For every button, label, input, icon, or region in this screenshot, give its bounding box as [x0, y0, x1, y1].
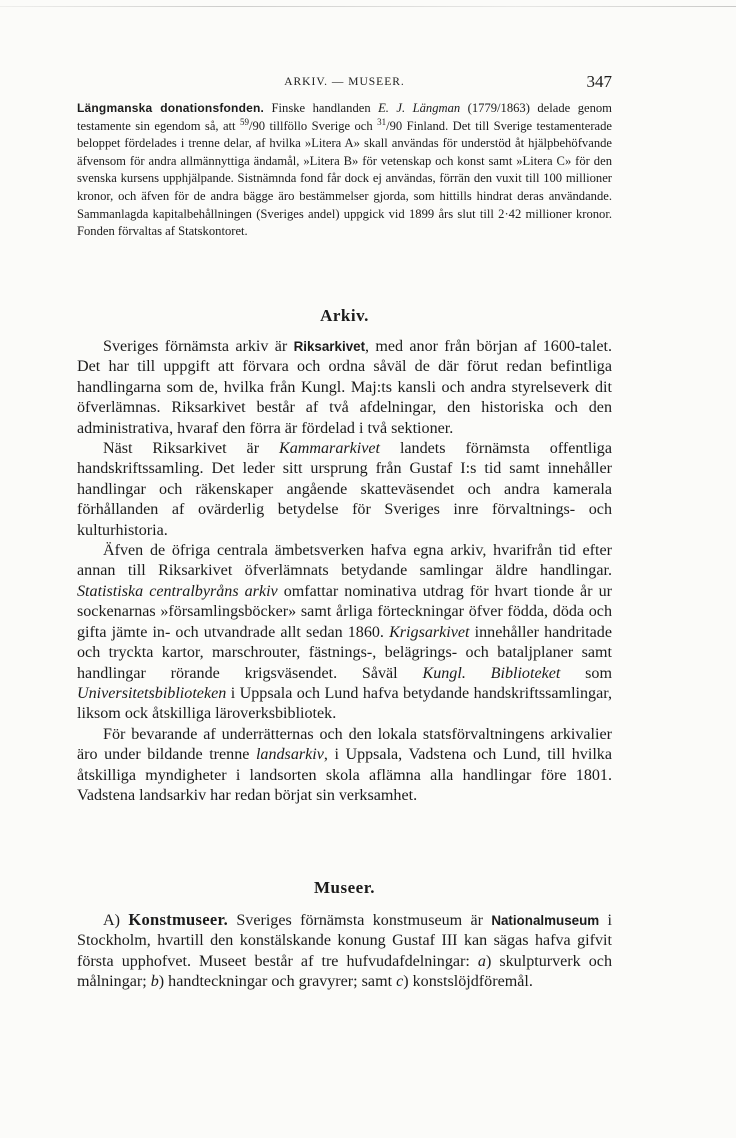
- text-run: , med anor från början af 1600-talet. Det har till uppgift att förvara och ordna såväl de där förut redan befintliga handlingarna som de, hvilka från Kungl. Maj:ts kansli och andra styrelseverk dit öfverlämnas. Riksarkivet består af två afdelningar, den historiska och den administrativa, hvaraf den förra är fördelad i två sektioner.: [77, 338, 612, 437]
- fraction-numerator: 59: [239, 116, 249, 127]
- text-run: omfattar nominativa utdrag för hvart tionde år ur sockenarnas »församlingsböcker» samt årliga förteckningar öfver födda, döda och gifta jämte in- och utvandrade allt sedan 1860.: [77, 582, 612, 641]
- arkiv-paragraph-3: [77, 541, 612, 725]
- text-run: ) handteckningar och gravyrer; samt: [158, 973, 397, 991]
- arkiv-section: [77, 337, 612, 806]
- konstmuseer-term: Konstmuseer.: [128, 910, 229, 929]
- text-run: ) skulpturverk och målningar;: [77, 952, 612, 991]
- text-run: (1779/1863) delade genom testamente sin egendom så, att: [77, 101, 612, 133]
- text-run: Sveriges förnämsta konstmuseum är: [228, 912, 492, 929]
- nationalmuseum-term: Nationalmuseum: [491, 913, 600, 928]
- krigsarkivet-term: Krigsarkivet: [389, 623, 470, 641]
- riksarkivet-term: Riksarkivet: [293, 339, 366, 354]
- fraction-denominator: /90: [248, 118, 266, 133]
- text-run: Äfven de öfriga centrala ämbetsverken hafva egna arkiv, hvarifrån tid efter annan till Riksarkivet öfverlämnats betydande samlingar äldre handlingar.: [77, 542, 612, 580]
- arkiv-paragraph-4: [77, 725, 612, 807]
- text-run: För bevarande af underrätternas och den lokala statsförvaltningens arkivalier äro under bildande trenne: [77, 725, 612, 764]
- statistiska-term: Statistiska centralbyråns arkiv: [77, 582, 278, 600]
- museer-paragraph-1: [77, 910, 612, 993]
- text-run: Näst Riksarkivet är: [103, 440, 279, 458]
- scan-edge-rule: [0, 6, 736, 7]
- kungl-biblioteket-term: Kungl. Biblioteket: [422, 664, 561, 682]
- text-run: Sveriges förnämsta arkiv är: [103, 338, 294, 355]
- text-run: i Uppsala och Lund hafva betydande handskriftssamlingar, liksom ock åtskilliga läroverksbibliotek.: [77, 684, 612, 723]
- text-run: Finske handlanden: [264, 101, 379, 115]
- page-number: 347: [586, 72, 612, 91]
- arkiv-heading: Arkiv.: [320, 306, 369, 325]
- arkiv-paragraph-1: [77, 337, 612, 439]
- museer-section: [77, 910, 612, 993]
- text-run: A): [103, 912, 129, 929]
- text-run: Finland. Det till Sverige testamenterade beloppet fördelades i trenne delar, af hvilka »Litera A» skall användas för understöd åt hjälpbehöfvande äfvensom för andra allmännyttiga ändamål, »Litera B» för vetenskap och konst samt »Litera C» för den svenska kursens upphjälpande. Sistnämnda fond får dock ej användas, förrän den vuxit till 100 millioner kronor, och äfven för de andra bägge äro bestämmelser gjorda, som hittills hindrat deras användande. Sammanlagda kapitalbehållningen (Sveriges andel) uppgick vid 1899 års slut till 2·42 millioner kronor. Fonden förvaltas af Statskontoret.: [77, 118, 612, 239]
- list-marker-a: a: [477, 952, 486, 970]
- text-run: landets förnämsta offentliga handskriftssamling. Det leder sitt ursprung från Gustaf I:s tid samt innehåller handlingar och räkenskaper angående skatteväsendet och andra kamerala förhållanden af ovärderlig betydelse för Sveriges inre förvaltnings- och kulturhistoria.: [77, 440, 612, 539]
- langmanska-runin-heading: Längmanska donationsfonden.: [77, 101, 265, 115]
- fraction-numerator: 31: [377, 116, 387, 127]
- kammararkivet-term: Kammararkivet: [278, 440, 381, 458]
- text-run: i Stockholm, hvartill den konstälskande konung Gustaf III kan sägas hafva gifvit första upphofvet. Museet består af tre hufvudafdelningar:: [77, 912, 612, 970]
- list-marker-c: c: [396, 973, 404, 991]
- list-marker-b: b: [150, 973, 159, 991]
- text-run: tillföllo Sverige och: [265, 118, 378, 133]
- text-run: ) konstslöjdföremål.: [403, 973, 533, 991]
- universitetsbiblioteken-term: Universitetsbiblioteken: [77, 684, 227, 702]
- text-run: som: [560, 664, 612, 682]
- text-run: innehåller handritade och tryckta kartor, marschrouter, fästnings-, belägrings- och bataljplaner samt handlingar rörande krigsväsendet. Såväl: [77, 623, 612, 682]
- donor-name: E. J. Längman: [378, 101, 461, 115]
- arkiv-paragraph-2: [77, 439, 612, 541]
- running-title: ARKIV. — MUSEER.: [284, 76, 405, 88]
- text-run: , i Uppsala, Vadstena och Lund, till hvilka åtskilliga myndigheter i landsorten skola aflämna alla handlingar före 1801. Vadstena landsarkiv har redan börjat sin verksamhet.: [77, 746, 612, 804]
- running-head: [77, 72, 612, 94]
- landsarkiv-term: landsarkiv: [255, 746, 324, 764]
- langmanska-paragraph: [77, 100, 612, 241]
- fraction-denominator: /90: [386, 118, 403, 133]
- museer-heading: Museer.: [314, 878, 375, 897]
